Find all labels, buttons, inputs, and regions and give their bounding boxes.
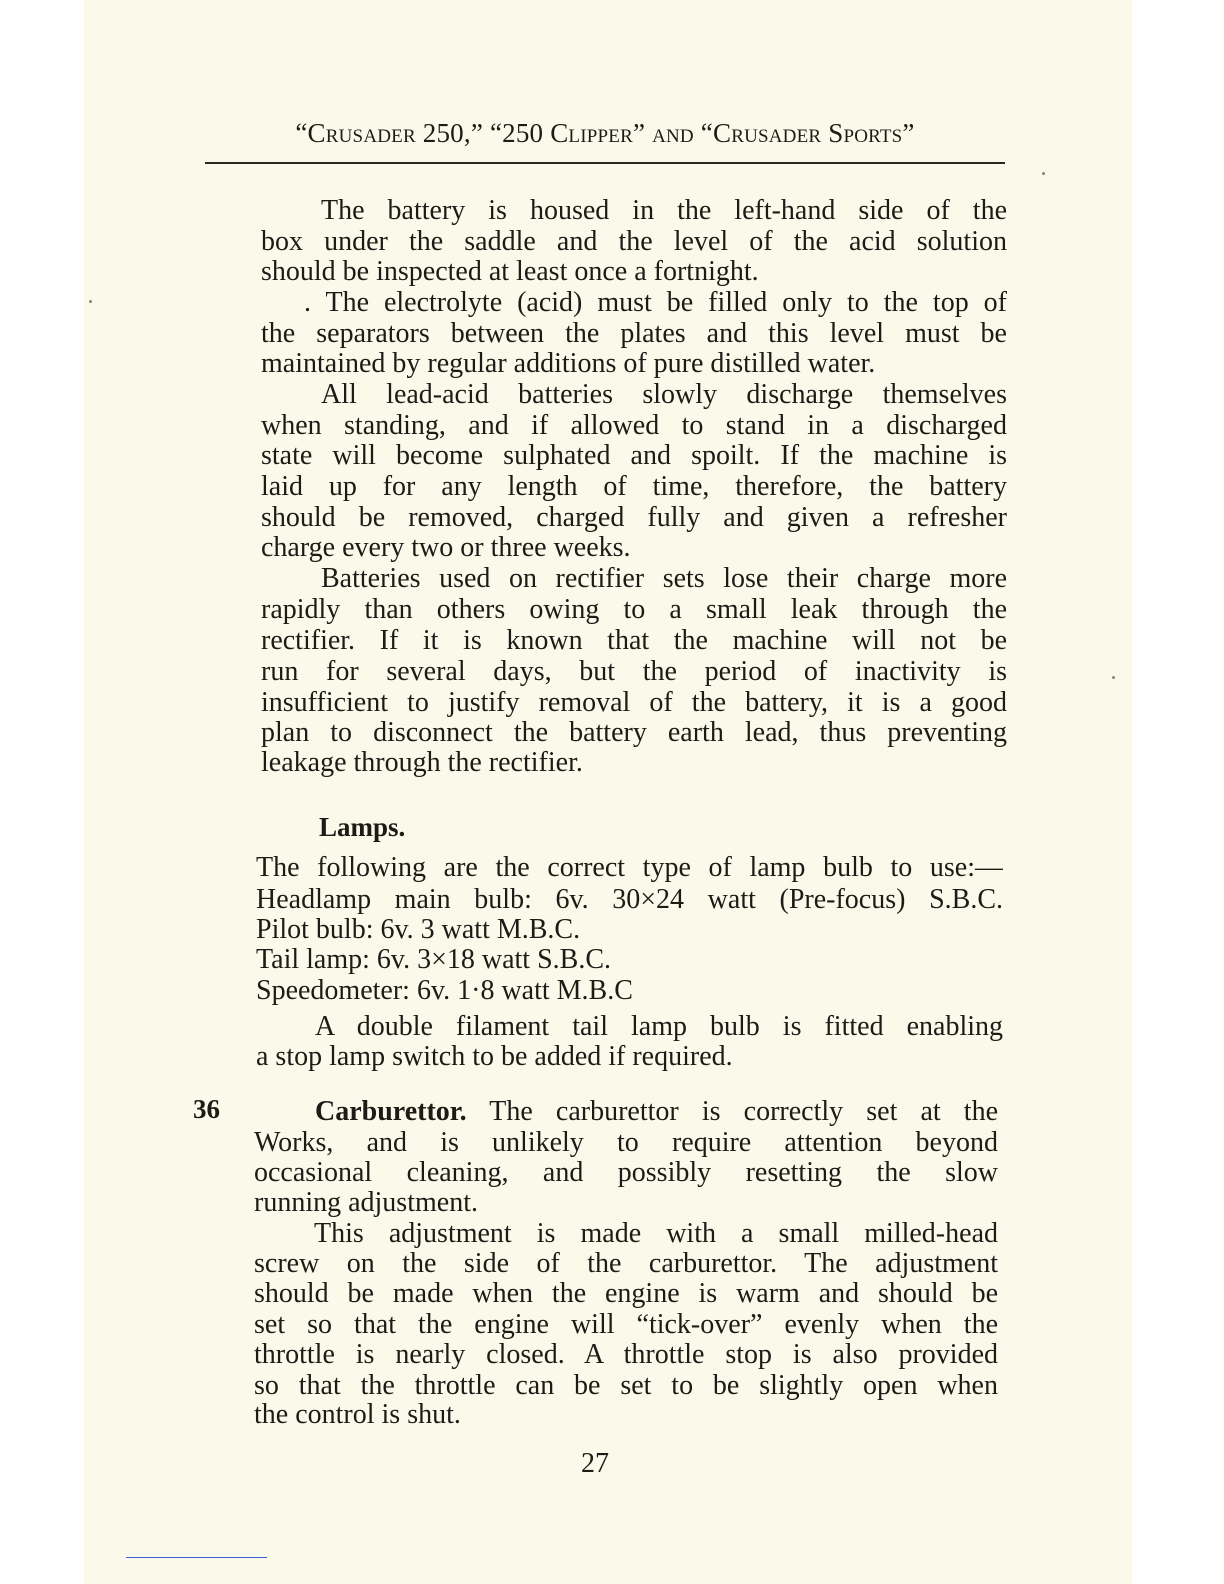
- carburettor-line: The carburettor is correctly set at the: [489, 1096, 998, 1127]
- scan-speck: [1042, 172, 1045, 175]
- battery-line: laid up for any length of time, therefore, the battery: [261, 471, 1007, 502]
- carburettor-line: throttle is nearly closed. A throttle stop is also provided: [254, 1339, 998, 1370]
- carburettor-line: so that the throttle can be set to be slightly open when: [254, 1370, 998, 1401]
- battery-line: should be inspected at least once a fortnight.: [261, 256, 759, 287]
- carburettor-line: screw on the side of the carburettor. The adjustment: [254, 1248, 998, 1279]
- battery-line: Batteries used on rectifier sets lose their charge more: [321, 563, 1007, 594]
- lamps-line: A double filament tail lamp bulb is fitted enabling: [315, 1011, 1003, 1042]
- battery-line: state will become sulphated and spoilt. If the machine is: [261, 440, 1007, 471]
- carburettor-line: the control is shut.: [254, 1399, 461, 1430]
- battery-line: The battery is housed in the left-hand side of the: [321, 195, 1007, 226]
- battery-line: maintained by regular additions of pure distilled water.: [261, 348, 876, 379]
- running-header: “Crusader 250,” “250 Clipper” and “Crusader Sports”: [295, 118, 915, 148]
- battery-line: rectifier. If it is known that the machine will not be: [261, 625, 1007, 656]
- battery-line: the separators between the plates and this level must be: [261, 318, 1007, 349]
- battery-line: rapidly than others owing to a small leak through the: [261, 594, 1007, 625]
- lamps-line: Headlamp main bulb: 6v. 30×24 watt (Pre-focus) S.B.C.: [256, 884, 1003, 915]
- scan-speck: [1112, 676, 1115, 679]
- lamps-line: a stop lamp switch to be added if required.: [256, 1041, 733, 1072]
- scan-edge-line: [126, 1557, 267, 1558]
- battery-line: leakage through the rectifier.: [261, 747, 583, 778]
- carburettor-line: running adjustment.: [254, 1187, 478, 1218]
- battery-line: insufficient to justify removal of the battery, it is a good: [261, 687, 1007, 718]
- lamps-line: Speedometer: 6v. 1·8 watt M.B.C: [256, 975, 633, 1006]
- carburettor-line: occasional cleaning, and possibly resetting the slow: [254, 1157, 998, 1188]
- lamps-line: Pilot bulb: 6v. 3 watt M.B.C.: [256, 914, 581, 945]
- section-heading-carburettor: Carburettor.: [315, 1096, 467, 1127]
- carburettor-first-line: [315, 1096, 998, 1128]
- battery-line: run for several days, but the period of inactivity is: [261, 656, 1007, 687]
- battery-line: when standing, and if allowed to stand in a discharged: [261, 410, 1007, 441]
- lamps-line: The following are the correct type of lamp bulb to use:—: [256, 852, 1003, 883]
- section-heading-lamps: Lamps.: [319, 812, 406, 842]
- battery-line: . The electrolyte (acid) must be filled only to the top of: [304, 287, 1007, 318]
- scan-speck: [89, 300, 92, 303]
- carburettor-line: Works, and is unlikely to require attention beyond: [254, 1127, 998, 1158]
- header-rule: [205, 162, 1005, 164]
- battery-line: charge every two or three weeks.: [261, 532, 631, 563]
- battery-line: All lead-acid batteries slowly discharge themselves: [321, 379, 1007, 410]
- battery-line: plan to disconnect the battery earth lead, thus preventing: [261, 717, 1007, 748]
- carburettor-line: This adjustment is made with a small milled-head: [314, 1218, 998, 1249]
- battery-line: box under the saddle and the level of the acid solution: [261, 226, 1007, 257]
- carburettor-line: set so that the engine will “tick-over” evenly when the: [254, 1309, 998, 1340]
- carburettor-line: should be made when the engine is warm and should be: [254, 1278, 998, 1309]
- margin-reference-number: 36: [193, 1094, 220, 1124]
- page-number: 27: [581, 1448, 609, 1479]
- lamps-line: Tail lamp: 6v. 3×18 watt S.B.C.: [256, 944, 612, 975]
- battery-line: should be removed, charged fully and given a refresher: [261, 502, 1007, 533]
